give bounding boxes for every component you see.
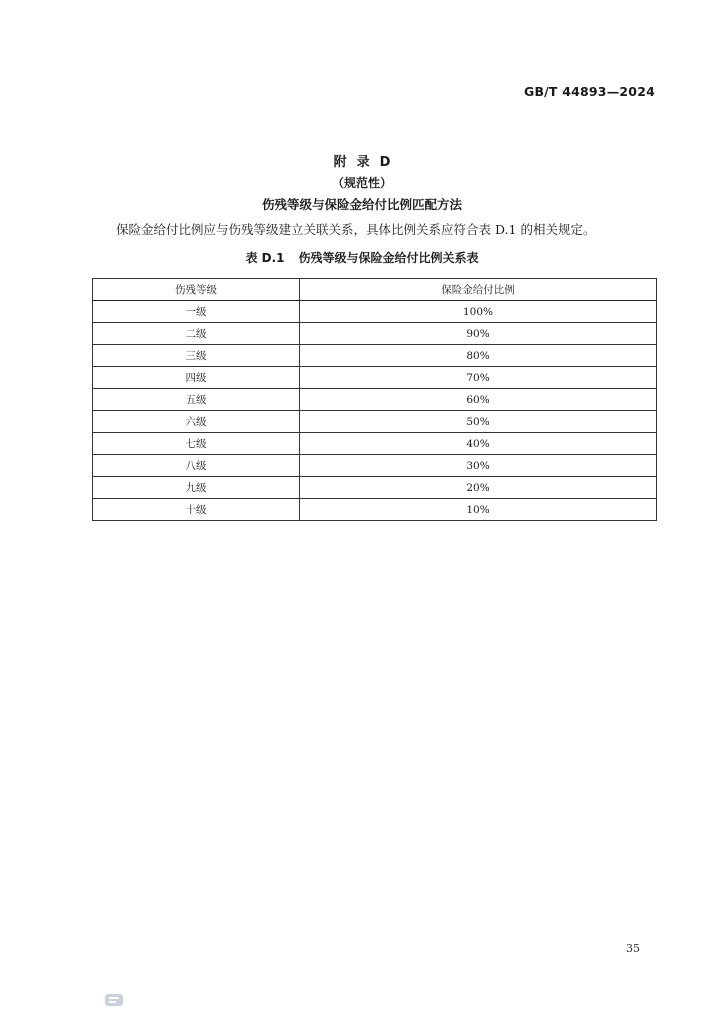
table-row bbox=[93, 499, 657, 521]
table-row bbox=[93, 389, 657, 411]
publisher-watermark-icon bbox=[104, 992, 124, 1008]
ratio-cell: 90% bbox=[300, 323, 657, 345]
grade-cell: 六级 bbox=[93, 411, 300, 433]
appendix-title: 附录D bbox=[333, 155, 401, 170]
table-row bbox=[93, 323, 657, 345]
appendix-heading: 伤残等级与保险金给付比例匹配方法 bbox=[261, 197, 462, 212]
grade-cell: 一级 bbox=[93, 301, 300, 323]
grade-cell: 四级 bbox=[93, 367, 300, 389]
grade-cell: 七级 bbox=[93, 433, 300, 455]
ratio-cell: 50% bbox=[300, 411, 657, 433]
ratio-cell: 80% bbox=[300, 345, 657, 367]
grade-cell: 八级 bbox=[93, 455, 300, 477]
page-number: 35 bbox=[626, 942, 640, 955]
ratio-cell: 60% bbox=[300, 389, 657, 411]
grade-cell: 三级 bbox=[93, 345, 300, 367]
table-row bbox=[93, 345, 657, 367]
ratio-cell: 40% bbox=[300, 433, 657, 455]
ratio-table bbox=[92, 278, 657, 521]
table-row bbox=[93, 433, 657, 455]
grade-cell: 九级 bbox=[93, 477, 300, 499]
grade-cell: 五级 bbox=[93, 389, 300, 411]
grade-cell: 十级 bbox=[93, 499, 300, 521]
table-header-row bbox=[93, 279, 657, 301]
column-header-ratio: 保险金给付比例 bbox=[300, 279, 657, 301]
ratio-cell: 100% bbox=[300, 301, 657, 323]
appendix-nature: （规范性） bbox=[331, 176, 392, 190]
standard-code: GB/T 44893—2024 bbox=[523, 84, 655, 99]
body-paragraph: 保险金给付比例应与伤残等级建立关联关系，具体比例关系应符合表 D.1 的相关规定。 bbox=[116, 222, 596, 237]
ratio-cell: 10% bbox=[300, 499, 657, 521]
table-caption bbox=[0, 249, 724, 266]
ratio-cell: 20% bbox=[300, 477, 657, 499]
grade-cell: 二级 bbox=[93, 323, 300, 345]
table-caption-title: 伤残等级与保险金给付比例关系表 bbox=[298, 251, 479, 265]
ratio-cell: 30% bbox=[300, 455, 657, 477]
table-row bbox=[93, 455, 657, 477]
table-row bbox=[93, 477, 657, 499]
column-header-grade: 伤残等级 bbox=[93, 279, 300, 301]
table-row bbox=[93, 411, 657, 433]
table-row bbox=[93, 301, 657, 323]
ratio-cell: 70% bbox=[300, 367, 657, 389]
table-caption-number: 表 D.1 bbox=[245, 251, 285, 265]
table-row bbox=[93, 367, 657, 389]
